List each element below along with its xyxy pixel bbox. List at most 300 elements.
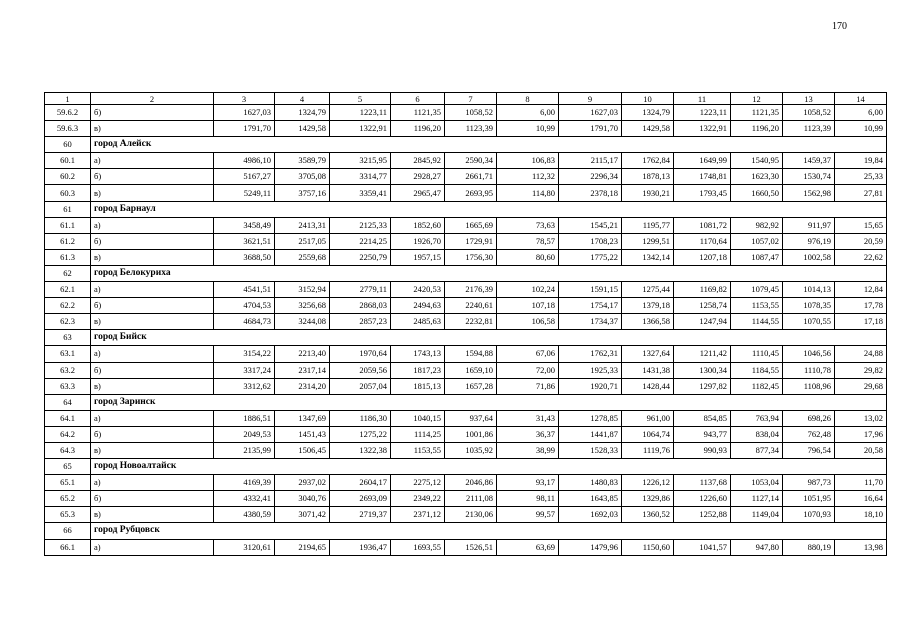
- table-cell: 1451,43: [275, 426, 330, 442]
- table-cell: 1693,55: [391, 539, 445, 555]
- table-cell: 3621,51: [214, 233, 275, 249]
- row-label: а): [91, 346, 214, 362]
- table-cell: 1144,55: [731, 314, 783, 330]
- table-cell: 1087,47: [731, 249, 783, 265]
- table-cell: 4169,39: [214, 475, 275, 491]
- table-cell: 1079,45: [731, 282, 783, 298]
- row-label: а): [91, 410, 214, 426]
- table-cell: 1627,03: [559, 105, 622, 121]
- table-cell: 2317,14: [275, 362, 330, 378]
- page-number: 170: [832, 21, 847, 32]
- table-cell: 1184,55: [731, 362, 783, 378]
- group-title: город Бийск: [91, 330, 887, 346]
- table-cell: 1322,91: [674, 121, 731, 137]
- table-cell: 1379,18: [622, 298, 674, 314]
- group-row: [45, 459, 887, 475]
- table-cell: 2693,95: [445, 185, 497, 201]
- row-number: 60: [45, 137, 91, 153]
- table-cell: 2420,53: [391, 282, 445, 298]
- table-cell: 10,99: [835, 121, 887, 137]
- table-cell: 63,69: [497, 539, 559, 555]
- table-cell: 2213,40: [275, 346, 330, 362]
- table-cell: 1150,60: [622, 539, 674, 555]
- column-header: 4: [275, 93, 330, 105]
- table-cell: 937,64: [445, 410, 497, 426]
- table-cell: 1594,88: [445, 346, 497, 362]
- table-cell: 3705,08: [275, 169, 330, 185]
- table-cell: 1665,69: [445, 217, 497, 233]
- table-cell: 3244,08: [275, 314, 330, 330]
- table-cell: 698,26: [783, 410, 835, 426]
- table-cell: 1078,35: [783, 298, 835, 314]
- table-row: [45, 539, 887, 555]
- row-number: 65.1: [45, 475, 91, 491]
- table-header-row: [45, 93, 887, 105]
- table-cell: 107,18: [497, 298, 559, 314]
- table-cell: 1299,51: [622, 233, 674, 249]
- table-cell: 2928,27: [391, 169, 445, 185]
- table-cell: 1300,34: [674, 362, 731, 378]
- table-cell: 11,70: [835, 475, 887, 491]
- table-cell: 1329,86: [622, 491, 674, 507]
- row-label: а): [91, 217, 214, 233]
- table-cell: 2413,31: [275, 217, 330, 233]
- table-cell: 1057,02: [731, 233, 783, 249]
- table-row: [45, 378, 887, 394]
- table-cell: 106,58: [497, 314, 559, 330]
- table-cell: 2296,34: [559, 169, 622, 185]
- table-cell: 1791,70: [214, 121, 275, 137]
- table-cell: 2057,04: [330, 378, 391, 394]
- table-cell: 10,99: [497, 121, 559, 137]
- row-label: б): [91, 298, 214, 314]
- table-cell: 2135,99: [214, 442, 275, 458]
- table-row: [45, 346, 887, 362]
- table-cell: 1327,64: [622, 346, 674, 362]
- table-cell: 1429,58: [622, 121, 674, 137]
- table-cell: 2371,12: [391, 507, 445, 523]
- table-cell: 3589,79: [275, 153, 330, 169]
- column-header: 14: [835, 93, 887, 105]
- table-cell: 1247,94: [674, 314, 731, 330]
- table-cell: 29,82: [835, 362, 887, 378]
- table-cell: 3688,50: [214, 249, 275, 265]
- table-cell: 24,88: [835, 346, 887, 362]
- table-cell: 1657,28: [445, 378, 497, 394]
- table-cell: 2059,56: [330, 362, 391, 378]
- table-cell: 1108,96: [783, 378, 835, 394]
- table-cell: 1041,57: [674, 539, 731, 555]
- row-number: 59.6.3: [45, 121, 91, 137]
- table-cell: 1623,30: [731, 169, 783, 185]
- row-number: 64.2: [45, 426, 91, 442]
- group-title: город Заринск: [91, 394, 887, 410]
- table-row: [45, 298, 887, 314]
- table-cell: 1186,30: [330, 410, 391, 426]
- table-cell: 2965,47: [391, 185, 445, 201]
- table-cell: 102,24: [497, 282, 559, 298]
- row-number: 62: [45, 265, 91, 281]
- table-cell: 947,80: [731, 539, 783, 555]
- table-cell: 3256,68: [275, 298, 330, 314]
- table-cell: 911,97: [783, 217, 835, 233]
- table-cell: 3152,94: [275, 282, 330, 298]
- table-cell: 2693,09: [330, 491, 391, 507]
- table-cell: 20,59: [835, 233, 887, 249]
- table-cell: 1562,98: [783, 185, 835, 201]
- table-cell: 99,57: [497, 507, 559, 523]
- table-cell: 98,11: [497, 491, 559, 507]
- table-cell: 1058,52: [783, 105, 835, 121]
- table-row: [45, 426, 887, 442]
- tariff-table: [44, 92, 887, 556]
- table-cell: 1182,45: [731, 378, 783, 394]
- table-cell: 1920,71: [559, 378, 622, 394]
- table-cell: 1149,04: [731, 507, 783, 523]
- group-title: город Барнаул: [91, 201, 887, 217]
- table-cell: 1660,50: [731, 185, 783, 201]
- table-cell: 4684,73: [214, 314, 275, 330]
- row-number: 62.2: [45, 298, 91, 314]
- table-cell: 4704,53: [214, 298, 275, 314]
- table-cell: 2868,03: [330, 298, 391, 314]
- table-cell: 1322,38: [330, 442, 391, 458]
- table-cell: 2937,02: [275, 475, 330, 491]
- table-cell: 1360,52: [622, 507, 674, 523]
- table-cell: 1480,83: [559, 475, 622, 491]
- table-cell: 2214,25: [330, 233, 391, 249]
- table-cell: 1793,45: [674, 185, 731, 201]
- table-cell: 1762,84: [622, 153, 674, 169]
- table-cell: 3359,41: [330, 185, 391, 201]
- table-cell: 2240,61: [445, 298, 497, 314]
- table-cell: 987,73: [783, 475, 835, 491]
- row-label: в): [91, 185, 214, 201]
- row-label: в): [91, 378, 214, 394]
- row-number: 65.2: [45, 491, 91, 507]
- table-cell: 73,63: [497, 217, 559, 233]
- table-cell: 2378,18: [559, 185, 622, 201]
- table-row: [45, 169, 887, 185]
- table-cell: 1347,69: [275, 410, 330, 426]
- table-cell: 2130,06: [445, 507, 497, 523]
- group-title: город Новоалтайск: [91, 459, 887, 475]
- row-number: 64.3: [45, 442, 91, 458]
- table-cell: 1754,17: [559, 298, 622, 314]
- table-cell: 1324,79: [622, 105, 674, 121]
- table-cell: 17,96: [835, 426, 887, 442]
- table-cell: 1070,55: [783, 314, 835, 330]
- table-cell: 1275,44: [622, 282, 674, 298]
- table-cell: 1110,78: [783, 362, 835, 378]
- table-cell: 3757,16: [275, 185, 330, 201]
- table-cell: 990,93: [674, 442, 731, 458]
- column-header: 11: [674, 93, 731, 105]
- table-cell: 1058,52: [445, 105, 497, 121]
- table-cell: 1886,51: [214, 410, 275, 426]
- table-cell: 1817,23: [391, 362, 445, 378]
- table-cell: 3040,76: [275, 491, 330, 507]
- table-cell: 1053,04: [731, 475, 783, 491]
- column-header: 3: [214, 93, 275, 105]
- table-cell: 22,62: [835, 249, 887, 265]
- table-cell: 1046,56: [783, 346, 835, 362]
- row-number: 61.1: [45, 217, 91, 233]
- row-label: в): [91, 249, 214, 265]
- table-cell: 1970,64: [330, 346, 391, 362]
- table-cell: 3120,61: [214, 539, 275, 555]
- table-row: [45, 121, 887, 137]
- table-cell: 1081,72: [674, 217, 731, 233]
- table-cell: 3314,77: [330, 169, 391, 185]
- table-cell: 2719,37: [330, 507, 391, 523]
- table-cell: 67,06: [497, 346, 559, 362]
- table-cell: 943,77: [674, 426, 731, 442]
- table-cell: 1775,22: [559, 249, 622, 265]
- table-cell: 2049,53: [214, 426, 275, 442]
- row-number: 62.3: [45, 314, 91, 330]
- group-row: [45, 265, 887, 281]
- table-cell: 1545,21: [559, 217, 622, 233]
- row-number: 63: [45, 330, 91, 346]
- row-number: 63.3: [45, 378, 91, 394]
- table-cell: 16,64: [835, 491, 887, 507]
- table-cell: 13,98: [835, 539, 887, 555]
- table-cell: 2559,68: [275, 249, 330, 265]
- column-header: 1: [45, 93, 91, 105]
- table-cell: 1530,74: [783, 169, 835, 185]
- column-header: 9: [559, 93, 622, 105]
- table-cell: 29,68: [835, 378, 887, 394]
- group-title: город Рубцовск: [91, 523, 887, 539]
- table-cell: 2485,63: [391, 314, 445, 330]
- row-number: 64: [45, 394, 91, 410]
- table-cell: 1035,92: [445, 442, 497, 458]
- table-cell: 1324,79: [275, 105, 330, 121]
- table-cell: 1791,70: [559, 121, 622, 137]
- table-cell: 78,57: [497, 233, 559, 249]
- row-number: 65.3: [45, 507, 91, 523]
- table-cell: 31,43: [497, 410, 559, 426]
- row-number: 60.3: [45, 185, 91, 201]
- row-number: 60.2: [45, 169, 91, 185]
- table-cell: 1297,82: [674, 378, 731, 394]
- table-cell: 838,04: [731, 426, 783, 442]
- table-cell: 2232,81: [445, 314, 497, 330]
- table-cell: 106,83: [497, 153, 559, 169]
- table-cell: 1459,37: [783, 153, 835, 169]
- table-cell: 112,32: [497, 169, 559, 185]
- table-cell: 1734,37: [559, 314, 622, 330]
- table-cell: 1540,95: [731, 153, 783, 169]
- table-cell: 2779,11: [330, 282, 391, 298]
- table-cell: 1064,74: [622, 426, 674, 442]
- row-number: 63.2: [45, 362, 91, 378]
- table-cell: 1429,58: [275, 121, 330, 137]
- table-cell: 1342,14: [622, 249, 674, 265]
- table-cell: 19,84: [835, 153, 887, 169]
- table-cell: 1153,55: [391, 442, 445, 458]
- table-cell: 2125,33: [330, 217, 391, 233]
- table-cell: 1729,91: [445, 233, 497, 249]
- table-cell: 1627,03: [214, 105, 275, 121]
- table-cell: 18,10: [835, 507, 887, 523]
- table-cell: 1526,51: [445, 539, 497, 555]
- table-cell: 1692,03: [559, 507, 622, 523]
- table-cell: 1196,20: [391, 121, 445, 137]
- table-cell: 80,60: [497, 249, 559, 265]
- table-cell: 1137,68: [674, 475, 731, 491]
- table-body: [45, 105, 887, 556]
- table-row: [45, 442, 887, 458]
- row-number: 61.2: [45, 233, 91, 249]
- table-cell: 17,18: [835, 314, 887, 330]
- table-cell: 1275,22: [330, 426, 391, 442]
- table-cell: 2314,20: [275, 378, 330, 394]
- group-row: [45, 330, 887, 346]
- table-row: [45, 410, 887, 426]
- table-cell: 2517,05: [275, 233, 330, 249]
- table-cell: 1040,15: [391, 410, 445, 426]
- group-row: [45, 523, 887, 539]
- row-label: б): [91, 105, 214, 121]
- table-cell: 3215,95: [330, 153, 391, 169]
- table-cell: 1258,74: [674, 298, 731, 314]
- table-cell: 1748,81: [674, 169, 731, 185]
- column-header: 13: [783, 93, 835, 105]
- table-cell: 1119,76: [622, 442, 674, 458]
- table-cell: 2275,12: [391, 475, 445, 491]
- table-cell: 5249,11: [214, 185, 275, 201]
- table-cell: 3317,24: [214, 362, 275, 378]
- table-row: [45, 185, 887, 201]
- row-number: 66.1: [45, 539, 91, 555]
- table-cell: 1366,58: [622, 314, 674, 330]
- table-cell: 961,00: [622, 410, 674, 426]
- table-cell: 1659,10: [445, 362, 497, 378]
- table-cell: 1278,85: [559, 410, 622, 426]
- table-cell: 6,00: [835, 105, 887, 121]
- table-cell: 2250,79: [330, 249, 391, 265]
- table-cell: 3071,42: [275, 507, 330, 523]
- table-cell: 20,58: [835, 442, 887, 458]
- table-cell: 1114,25: [391, 426, 445, 442]
- column-header: 2: [91, 93, 214, 105]
- table-cell: 2194,65: [275, 539, 330, 555]
- table-cell: 4986,10: [214, 153, 275, 169]
- table-cell: 5167,27: [214, 169, 275, 185]
- table-cell: 2857,23: [330, 314, 391, 330]
- table-cell: 1223,11: [674, 105, 731, 121]
- table-cell: 13,02: [835, 410, 887, 426]
- table-cell: 1226,12: [622, 475, 674, 491]
- table-cell: 1123,39: [783, 121, 835, 137]
- table-row: [45, 105, 887, 121]
- row-label: а): [91, 475, 214, 491]
- table-cell: 1051,95: [783, 491, 835, 507]
- table-cell: 976,19: [783, 233, 835, 249]
- row-number: 65: [45, 459, 91, 475]
- table-cell: 1441,87: [559, 426, 622, 442]
- row-label: а): [91, 153, 214, 169]
- table-cell: 1479,96: [559, 539, 622, 555]
- table-cell: 763,94: [731, 410, 783, 426]
- table-cell: 796,54: [783, 442, 835, 458]
- row-label: б): [91, 233, 214, 249]
- table-cell: 4332,41: [214, 491, 275, 507]
- table-cell: 1196,20: [731, 121, 783, 137]
- table-cell: 1127,14: [731, 491, 783, 507]
- table-cell: 1957,15: [391, 249, 445, 265]
- table-cell: 1925,33: [559, 362, 622, 378]
- row-number: 63.1: [45, 346, 91, 362]
- table-row: [45, 491, 887, 507]
- table-row: [45, 362, 887, 378]
- table-cell: 1708,23: [559, 233, 622, 249]
- table-cell: 1195,77: [622, 217, 674, 233]
- table-cell: 1815,13: [391, 378, 445, 394]
- table-row: [45, 153, 887, 169]
- table-cell: 982,92: [731, 217, 783, 233]
- table-cell: 1878,13: [622, 169, 674, 185]
- table-cell: 1170,64: [674, 233, 731, 249]
- table-cell: 93,17: [497, 475, 559, 491]
- table-cell: 762,48: [783, 426, 835, 442]
- table-cell: 2176,39: [445, 282, 497, 298]
- table-cell: 1649,99: [674, 153, 731, 169]
- table-cell: 6,00: [497, 105, 559, 121]
- row-label: б): [91, 362, 214, 378]
- table-cell: 1852,60: [391, 217, 445, 233]
- table-cell: 71,86: [497, 378, 559, 394]
- table-cell: 1643,85: [559, 491, 622, 507]
- table-row: [45, 249, 887, 265]
- group-row: [45, 137, 887, 153]
- row-number: 59.6.2: [45, 105, 91, 121]
- table-cell: 854,85: [674, 410, 731, 426]
- table-cell: 877,34: [731, 442, 783, 458]
- table-cell: 25,33: [835, 169, 887, 185]
- table-cell: 15,65: [835, 217, 887, 233]
- row-number: 64.1: [45, 410, 91, 426]
- table-cell: 1001,86: [445, 426, 497, 442]
- table-cell: 1756,30: [445, 249, 497, 265]
- table-cell: 2349,22: [391, 491, 445, 507]
- table-cell: 2111,08: [445, 491, 497, 507]
- table-cell: 1431,38: [622, 362, 674, 378]
- table-cell: 12,84: [835, 282, 887, 298]
- table-cell: 1506,45: [275, 442, 330, 458]
- row-number: 62.1: [45, 282, 91, 298]
- column-header: 8: [497, 93, 559, 105]
- table-row: [45, 475, 887, 491]
- row-label: б): [91, 491, 214, 507]
- table-cell: 1123,39: [445, 121, 497, 137]
- table-cell: 4541,51: [214, 282, 275, 298]
- column-header: 5: [330, 93, 391, 105]
- table-row: [45, 282, 887, 298]
- table-cell: 1743,13: [391, 346, 445, 362]
- table-cell: 1762,31: [559, 346, 622, 362]
- table-cell: 2845,92: [391, 153, 445, 169]
- table-cell: 17,78: [835, 298, 887, 314]
- row-label: б): [91, 426, 214, 442]
- row-label: в): [91, 314, 214, 330]
- table-cell: 4380,59: [214, 507, 275, 523]
- table-cell: 1121,35: [391, 105, 445, 121]
- row-number: 66: [45, 523, 91, 539]
- table-cell: 114,80: [497, 185, 559, 201]
